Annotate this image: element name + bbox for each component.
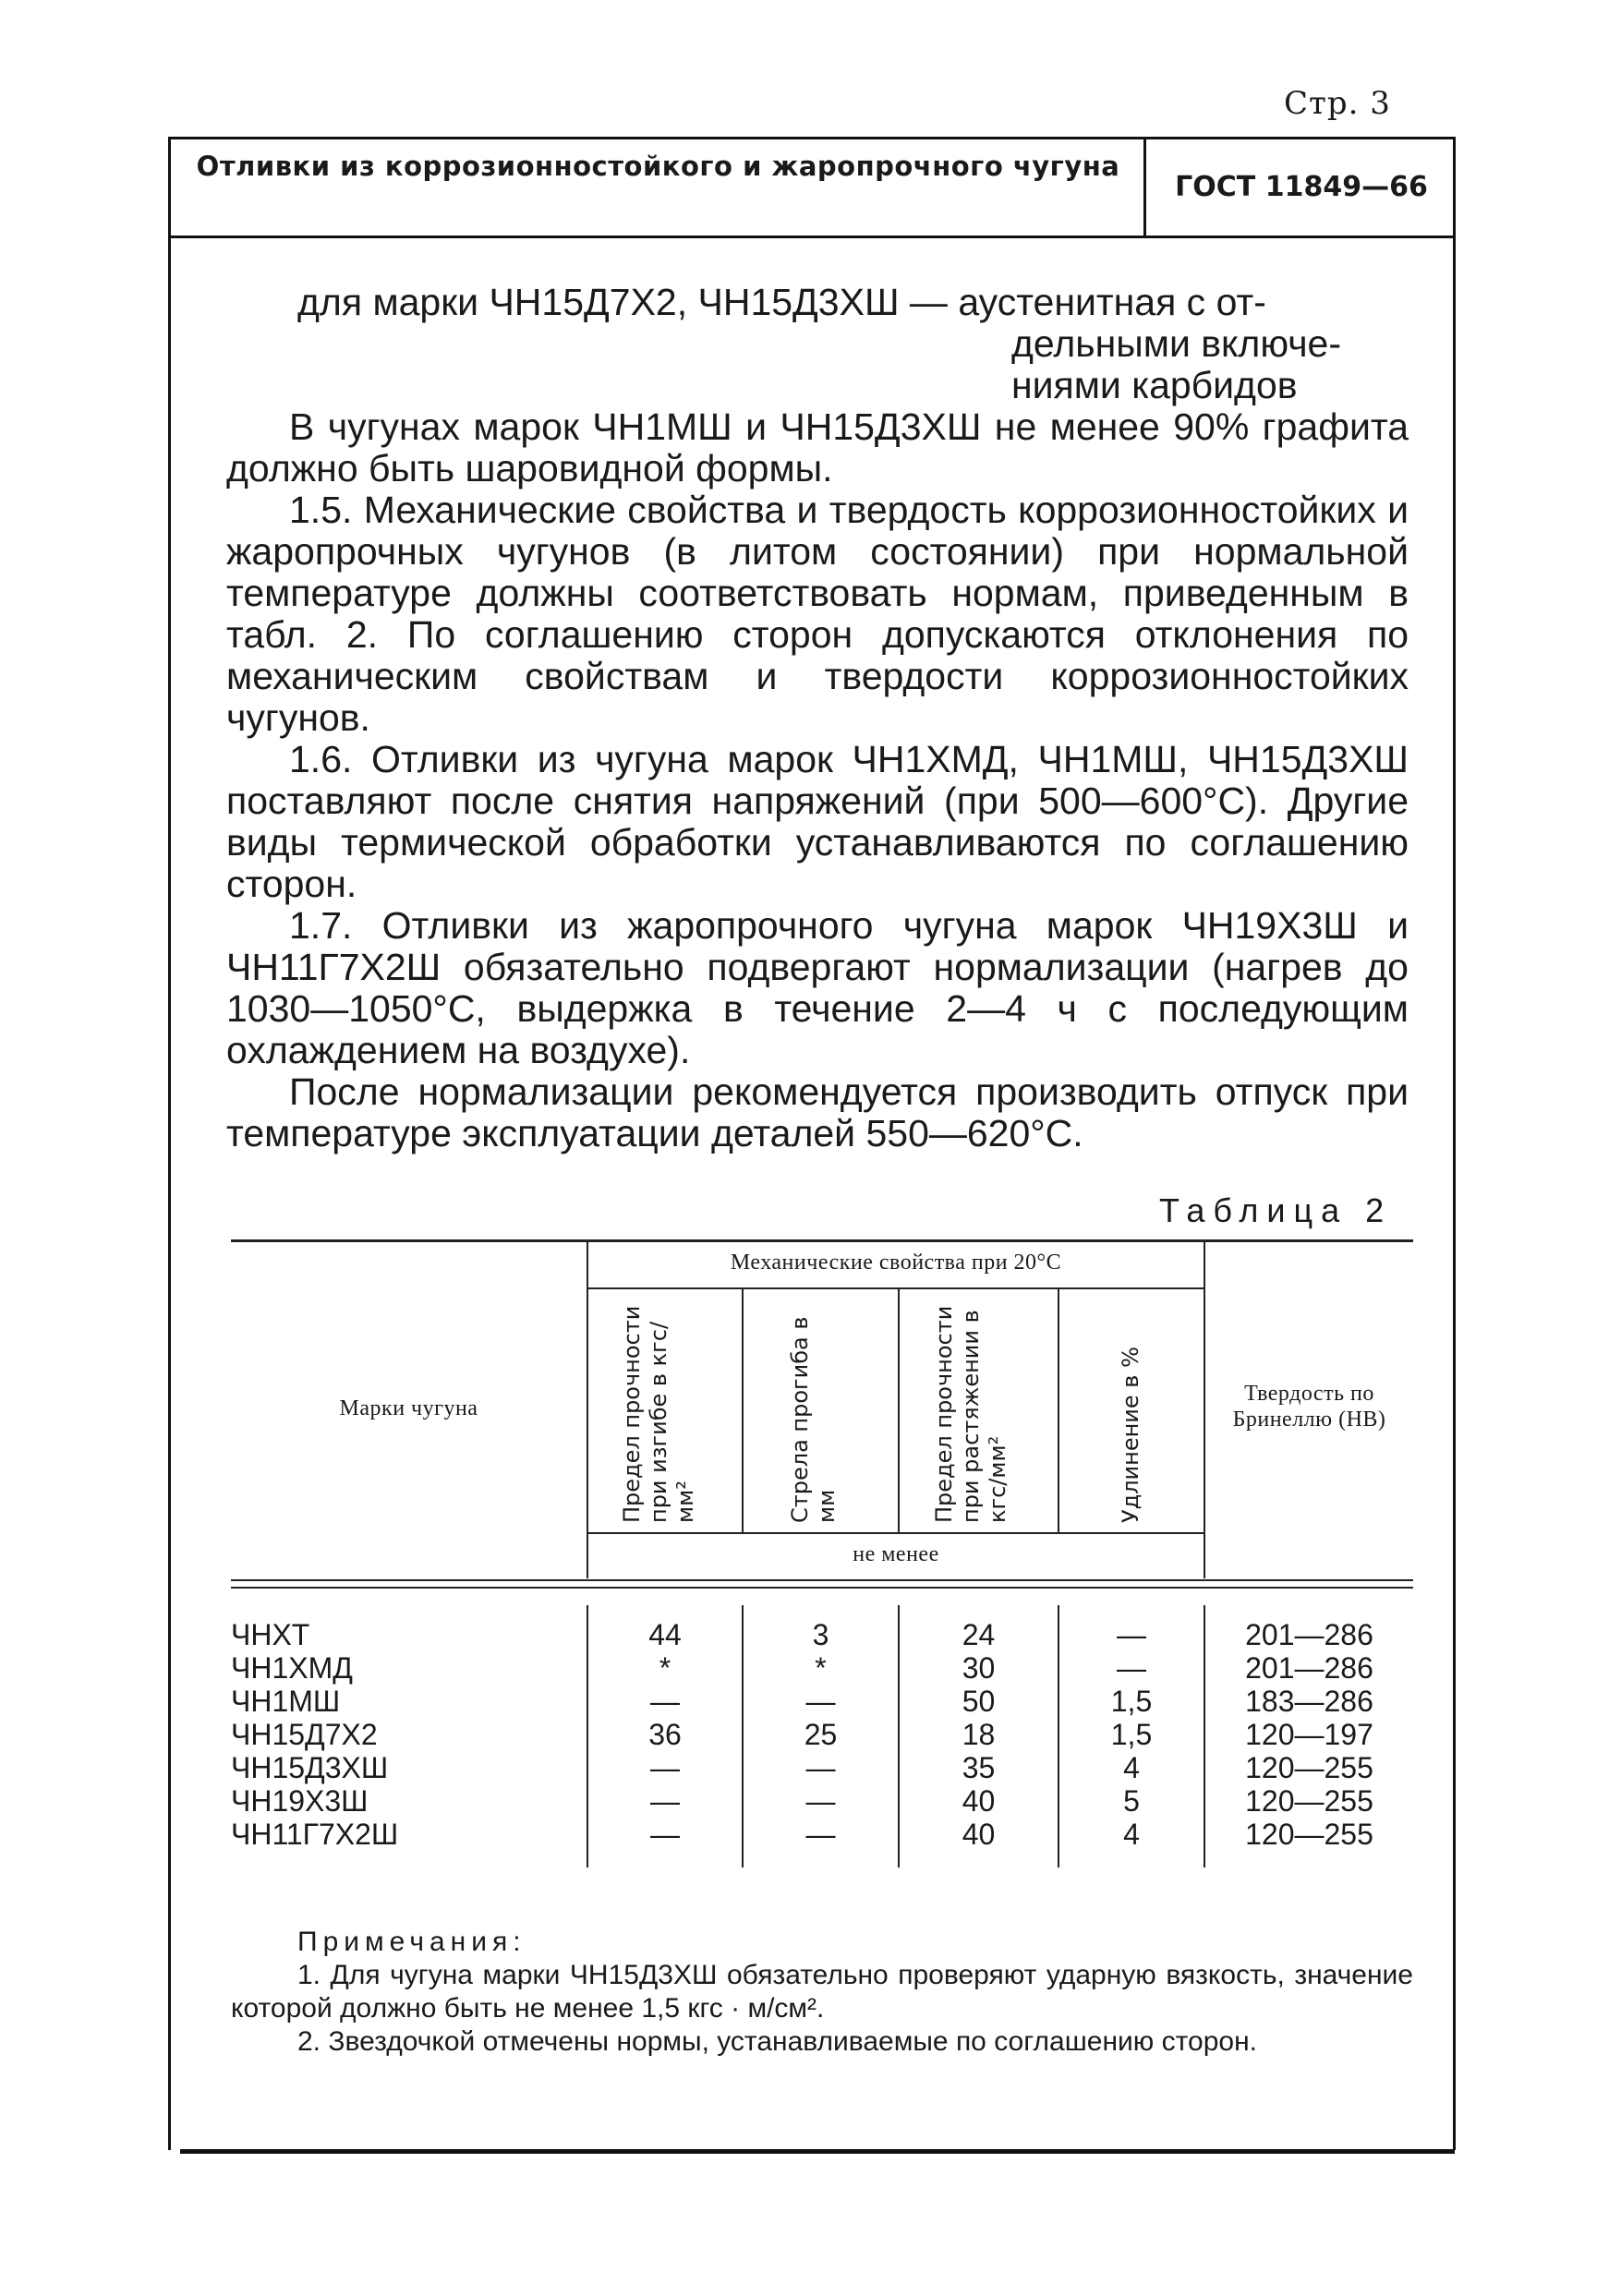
tensile-column [900, 1618, 1058, 1851]
body-text [226, 282, 1409, 1154]
header-bottom-rule-1 [231, 1579, 1413, 1581]
table-cell-tensile: 35 [962, 1751, 996, 1784]
table-cell-deflection: 25 [804, 1718, 838, 1751]
header-standard: ГОСТ 11849—66 [1175, 171, 1428, 203]
header-divider [1143, 137, 1146, 238]
table-cell-hardness: 120—255 [1245, 1784, 1373, 1818]
table-cell-deflection: 3 [812, 1618, 829, 1651]
paragraph-1-5: 1.5. Механические свойства и твердость коррозионностойких и жаропрочных чугунов (в литом состоянии) при нормальной температуре должны соответствовать нормам, приведенным в табл. 2. По соглашению сторон допускаются отклонения по механическим свойствам и твердости коррозионностойких чугунов. [226, 489, 1409, 739]
table-caption: Таблица 2 [1159, 1191, 1393, 1229]
table-cell-hardness: 201—286 [1245, 1618, 1373, 1651]
table-cell-tensile: 30 [962, 1651, 996, 1685]
group-header-rule [587, 1287, 1204, 1289]
col-line-2 [742, 1287, 744, 1532]
table-cell-grade: ЧНХТ [231, 1618, 310, 1651]
table-cell-bend: — [650, 1784, 680, 1818]
table-cell-deflection: — [805, 1784, 836, 1818]
table-cell-tensile: 40 [962, 1784, 996, 1818]
table-cell-deflection: — [805, 1751, 836, 1784]
elongation-column [1059, 1618, 1204, 1851]
header-bottom-rule-2 [231, 1587, 1413, 1589]
notes-title: Примечания: [297, 1927, 526, 1957]
table-cell-grade: ЧН15Д3ХШ [231, 1751, 389, 1784]
page-number: Стр. 3 [1284, 85, 1391, 122]
table-cell-elongation: 1,5 [1110, 1685, 1153, 1718]
deflection-column [744, 1618, 898, 1851]
table-cell-hardness: 201—286 [1245, 1651, 1373, 1685]
col-grade-header: Марки чугуна [339, 1396, 478, 1420]
table-cell-hardness: 120—255 [1245, 1751, 1373, 1784]
table-cell-bend: — [650, 1685, 680, 1718]
table-cell-deflection: — [805, 1818, 836, 1851]
table-cell-hardness: 120—255 [1245, 1818, 1373, 1851]
col-hardness-header: Твердость по Бринеллю (НВ) [1232, 1382, 1386, 1432]
grades-column [231, 1618, 582, 1851]
table-cell-grade: ЧН19Х3Ш [231, 1784, 369, 1818]
hardness-column [1205, 1618, 1413, 1851]
col-line-4 [1058, 1287, 1059, 1532]
table-cell-bend: — [650, 1751, 680, 1784]
header-title: Отливки из коррозионностойкого и жаропрочного чугуна [196, 151, 1120, 182]
table-cell-elongation: 5 [1123, 1784, 1140, 1818]
table-cell-tensile: 18 [962, 1718, 996, 1751]
structure-line-3: ниями карбидов [1011, 364, 1298, 406]
col-line-3 [898, 1287, 900, 1532]
col-deflection-header: Стрела прогиба в мм [787, 1316, 840, 1523]
table-cell-bend: 44 [648, 1618, 682, 1651]
group-header: Механические свойства при 20°С [730, 1251, 1062, 1275]
table-cell-bend: * [659, 1651, 671, 1685]
note-2: 2. Звездочкой отмечены нормы, устанавливаемые по соглашению сторон. [297, 2026, 1257, 2057]
col-bend-header: Предел прочности при изгибе в кгс/мм² [619, 1305, 698, 1523]
frame-bottom-border [180, 2149, 1455, 2154]
paragraph-after-normalization: После нормализации рекомендуется производить отпуск при температуре эксплуатации деталей 550—620°С. [226, 1070, 1409, 1154]
table-cell-bend: 36 [648, 1718, 682, 1751]
table-cell-grade: ЧН11Г7Х2Ш [231, 1818, 399, 1851]
table-cell-elongation: 4 [1123, 1751, 1140, 1784]
table-cell-grade: ЧН1ХМД [231, 1651, 353, 1685]
paragraph-1-7: 1.7. Отливки из жаропрочного чугуна марок ЧН19Х3Ш и ЧН11Г7Х2Ш обязательно подвергают нормализации (нагрев до 1030—1050°С, выдержка в течение 2—4 ч с последующим охлаждением на воздухе). [226, 904, 1409, 1071]
table-cell-hardness: 183—286 [1245, 1685, 1373, 1718]
header-bottom-rule [168, 236, 1456, 238]
col-tensile-header: Предел прочности при растяжении в кгс/мм² [931, 1305, 1010, 1523]
frame-left-border [168, 137, 171, 2150]
bend-column [588, 1618, 742, 1851]
properties-table [231, 1239, 1413, 1867]
paragraph-1-6: 1.6. Отливки из чугуна марок ЧН1ХМД, ЧН1МШ, ЧН15Д3ХШ поставляют после снятия напряжений (при 500—600°С). Другие виды термической обработки устанавливаются по соглашению сторон. [226, 738, 1409, 905]
min-row-rule [587, 1532, 1204, 1534]
table-cell-bend: — [650, 1818, 680, 1851]
structure-line-1: для марки ЧН15Д7Х2, ЧН15Д3ХШ — аустенитная с от- [297, 281, 1266, 323]
table-cell-grade: ЧН1МШ [231, 1685, 341, 1718]
structure-line-2: дельными включе- [1011, 322, 1342, 365]
col-line-1 [587, 1239, 588, 1578]
table-cell-tensile: 50 [962, 1685, 996, 1718]
table-cell-elongation: — [1117, 1651, 1146, 1685]
table-cell-hardness: 120—197 [1245, 1718, 1373, 1751]
notes [231, 1926, 1413, 2059]
col-elongation-header: Удлинение в % [1118, 1347, 1143, 1523]
table-cell-deflection: * [815, 1651, 827, 1685]
table-cell-deflection: — [805, 1685, 836, 1718]
table-cell-grade: ЧН15Д7Х2 [231, 1718, 378, 1751]
note-1: 1. Для чугуна марки ЧН15Д3ХШ обязательно проверяют ударную вязкость, значение которой должно быть не менее 1,5 кгс · м/см². [231, 1960, 1413, 2024]
header-top-rule [168, 137, 1456, 139]
frame-right-border [1453, 137, 1456, 2150]
table-cell-elongation: 1,5 [1110, 1718, 1153, 1751]
graphite-paragraph: В чугунах марок ЧН1МШ и ЧН15Д3ХШ не менее 90% графита должно быть шаровидной формы. [226, 405, 1409, 489]
table-cell-elongation: — [1117, 1618, 1146, 1651]
table-cell-elongation: 4 [1123, 1818, 1140, 1851]
table-cell-tensile: 40 [962, 1818, 996, 1851]
table-top-rule [231, 1239, 1413, 1242]
table-cell-tensile: 24 [962, 1618, 996, 1651]
min-label: не менее [853, 1542, 939, 1566]
